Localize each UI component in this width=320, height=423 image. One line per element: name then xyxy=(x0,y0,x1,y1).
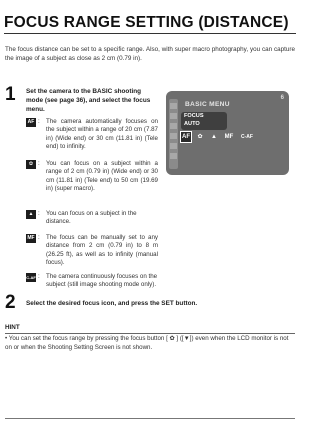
step-2-number: 2 xyxy=(5,292,16,313)
step-2-text: Select the desired focus icon, and press the SET button. xyxy=(26,300,198,307)
page-bottom-rule xyxy=(5,418,295,419)
hint-divider xyxy=(5,333,295,334)
hint-text: • You can set the focus range by pressing the focus button [ ✿ ] ([▼]) even when the LCD monitor is not on or when the Shooting Setting Screen is not shown. xyxy=(5,335,289,351)
step-1-text: Set the camera to the BASIC shooting mode (see page 36), and select the focus menu. xyxy=(26,88,151,113)
option-colon: : xyxy=(38,210,40,217)
lcd-focus-label xyxy=(181,112,227,130)
hint-label: HINT xyxy=(5,324,20,331)
lcd-manual-focus-icon: MF xyxy=(224,134,234,140)
lcd-focus-label-line2: AUTO xyxy=(184,121,200,127)
auto-focus-icon: AF xyxy=(27,119,35,125)
lcd-side-strip xyxy=(169,99,178,169)
lcd-focus-label-line1: FOCUS xyxy=(184,113,204,119)
lcd-page-number: 6 xyxy=(280,95,284,101)
lcd-infinity-icon: ▲ xyxy=(211,134,217,140)
intro-paragraph: The focus distance can be set to a specific range. Also, with super macro photography, you can capture the image of a subject as close as 2 cm (0.79 in). xyxy=(5,46,295,62)
option-macro-text: You can focus on a subject within a range of 2 cm (0.79 in) (Wide end) or 30 cm (11.81 in) (Tele end) to 50 cm (19.69 in) (super macro). xyxy=(46,160,158,192)
lcd-focus-icon-row xyxy=(181,132,281,142)
option-infinity-text: You can focus on a subject in the distance. xyxy=(46,210,137,226)
lcd-continuous-af-icon: C-AF xyxy=(241,134,253,140)
mountain-infinity-icon: ▲ xyxy=(26,210,36,219)
manual-focus-icon: MF xyxy=(27,235,35,241)
lcd-macro-icon: ✿ xyxy=(197,134,203,140)
lcd-menu-title: BASIC MENU xyxy=(185,101,230,108)
lcd-auto-focus-icon: AF xyxy=(182,134,190,140)
option-continuous-af-text: The camera continuously focuses on the subject (still image shooting mode only). xyxy=(46,273,158,289)
option-manual-focus-text: The focus can be manually set to any distance from 2 cm (0.79 in) to 8 m (26.25 ft), as well as to infinity (manual focus). xyxy=(46,234,158,266)
step-1-number: 1 xyxy=(5,84,16,105)
macro-flower-icon: ✿ xyxy=(26,160,36,169)
lcd-menu-screen xyxy=(166,91,289,175)
option-colon: : xyxy=(38,118,40,125)
continuous-af-icon: C-AF xyxy=(26,275,36,280)
option-colon: : xyxy=(38,160,40,167)
page-title: FOCUS RANGE SETTING (DISTANCE) xyxy=(4,14,296,34)
option-auto-focus-text: The camera automatically focuses on the subject within a range of 20 cm (7.87 in) (Wide end) or 30 cm (11.81 in) (Tele end) to infinity. xyxy=(46,118,158,150)
option-colon: : xyxy=(38,273,40,280)
option-colon: : xyxy=(38,234,40,241)
